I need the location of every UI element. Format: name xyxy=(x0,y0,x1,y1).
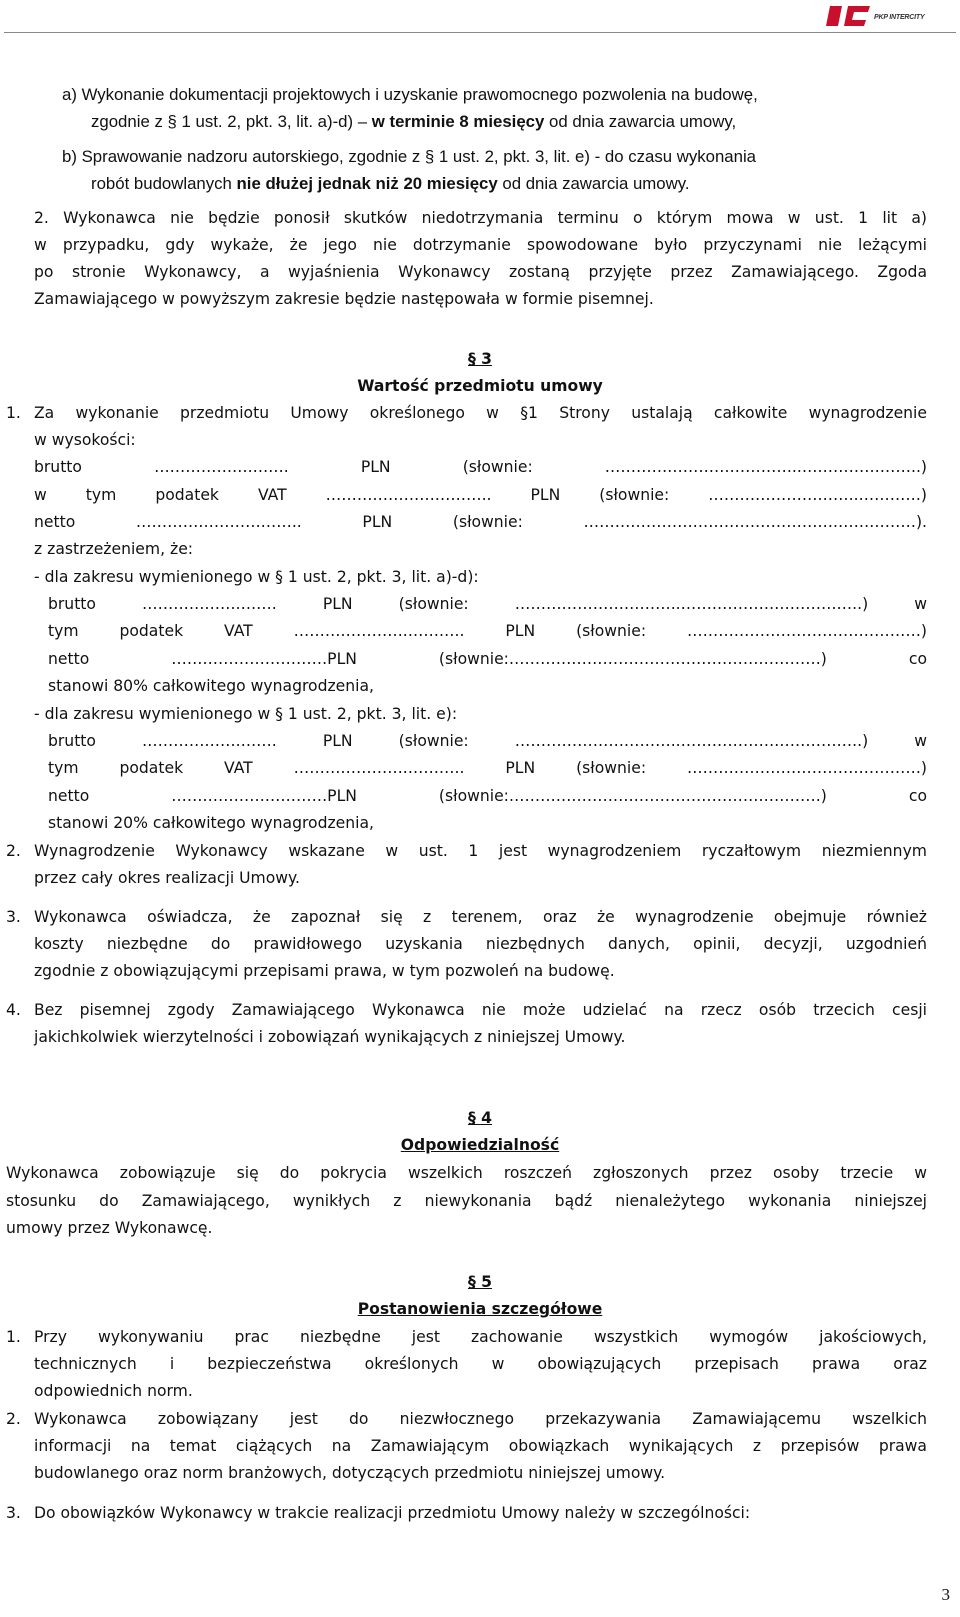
range2-vat-line: tym podatek VAT ………………….……….. PLN (słownie: ………………………………………) xyxy=(48,759,927,777)
page-number: 3 xyxy=(941,1585,950,1604)
header-divider xyxy=(4,32,956,33)
s4-title: Odpowiedzialność xyxy=(400,1136,560,1154)
s3-p1-line2: w wysokości: xyxy=(34,431,136,449)
s3-p3-num: 3. xyxy=(6,908,21,926)
s4-number: § 4 xyxy=(467,1109,493,1127)
reservation-line: z zastrzeżeniem, że: xyxy=(34,540,194,558)
s5-p1-line2: technicznych i bezpieczeństwa określonych w obowiązujących przepisach prawa oraz xyxy=(34,1355,927,1373)
s5-p1-num: 1. xyxy=(6,1328,21,1346)
range1-heading: - dla zakresu wymienionego w § 1 ust. 2, pkt. 3, lit. a)-d): xyxy=(34,568,479,586)
s4-line1: Wykonawca zobowiązuje się do pokrycia wszelkich roszczeń zgłoszonych przez osoby trzecie w xyxy=(6,1164,927,1182)
range2-heading: - dla zakresu wymienionego w § 1 ust. 2, pkt. 3, lit. e): xyxy=(34,705,458,723)
s2-p2-line2: w przypadku, gdy wykaże, że jego nie dotrzymanie spowodowane było przyczynami nie leżącymi xyxy=(34,236,927,254)
s2-p2-line1: 2. Wykonawca nie będzie ponosił skutków niedotrzymania terminu o którym mowa w ust. 1 lit a) xyxy=(34,209,927,227)
s5-title: Postanowienia szczegółowe xyxy=(357,1300,603,1318)
s5-p1-line1: Przy wykonywaniu prac niezbędne jest zachowanie wszystkich wymogów jakościowych, xyxy=(34,1328,927,1346)
s2-b-line2: robót budowlanych nie dłużej jednak niż 20 miesięcy od dnia zawarcia umowy. xyxy=(91,174,690,193)
s3-p4-line2: jakichkolwiek wierzytelności i zobowiązań wynikających z niniejszej Umowy. xyxy=(34,1028,626,1046)
range1-share-line: stanowi 80% całkowitego wynagrodzenia, xyxy=(48,677,374,695)
s5-p2-line2: informacji na temat ciążących na Zamawiającym obowiązkach wynikających z przepisów prawa xyxy=(34,1437,927,1455)
s4-line3: umowy przez Wykonawcę. xyxy=(6,1219,213,1237)
range2-netto-line: netto …………………………PLN (słownie:……………………………………………………) co xyxy=(48,787,927,805)
total-brutto-line: brutto ……………….……. PLN (słownie: ………………………………..…………………..) xyxy=(34,458,927,476)
range1-vat-line: tym podatek VAT ………………….……….. PLN (słownie: ………………………………………) xyxy=(48,622,927,640)
total-netto-line: netto ………………………….. PLN (słownie: ………………………………………….……………). xyxy=(34,513,927,531)
s2-a-line2: zgodnie z § 1 ust. 2, pkt. 3, lit. a)-d) – w terminie 8 miesięcy od dnia zawarcia umowy, xyxy=(91,112,737,131)
logo-caption: PKP INTERCITY xyxy=(874,14,925,21)
s3-p2-line2: przez cały okres realizacji Umowy. xyxy=(34,869,300,887)
s3-p1-line1: Za wykonanie przedmiotu Umowy określonego w §1 Strony ustalają całkowite wynagrodzenie xyxy=(34,404,927,422)
range1-netto-line: netto …………………………PLN (słownie:……………………………………………………) co xyxy=(48,650,927,668)
range2-brutto-line: brutto ……………….……. PLN (słownie: …………………………..……………………………..) w xyxy=(48,732,927,750)
s3-number: § 3 xyxy=(467,350,493,368)
s5-number: § 5 xyxy=(467,1273,493,1291)
s5-p2-line3: budowlanego oraz norm branżowych, dotyczących przedmiotu niniejszej umowy. xyxy=(34,1464,666,1482)
s3-p4-line1: Bez pisemnej zgody Zamawiającego Wykonawca nie może udzielać na rzecz osób trzecich cesji xyxy=(34,1001,927,1019)
s2-a-line1: a) Wykonanie dokumentacji projektowych i uzyskanie prawomocnego pozwolenia na budowę, xyxy=(62,85,758,104)
range1-brutto-line: brutto ……………….……. PLN (słownie: …………………………..……………………………..) w xyxy=(48,595,927,613)
range2-share-line: stanowi 20% całkowitego wynagrodzenia, xyxy=(48,814,374,832)
s3-p4-num: 4. xyxy=(6,1001,21,1019)
s3-p3-line2: koszty niezbędne do prawidłowego uzyskania niezbędnych danych, opinii, decyzji, uzgodnień xyxy=(34,935,927,953)
s5-p2-line1: Wykonawca zobowiązany jest do niezwłocznego przekazywania Zamawiającemu wszelkich xyxy=(34,1410,927,1428)
s5-p2-num: 2. xyxy=(6,1410,21,1428)
s2-p2-line4: Zamawiającego w powyższym zakresie będzie następowała w formie pisemnej. xyxy=(34,290,654,308)
total-vat-line: w tym podatek VAT ………………………….. PLN (słownie: ………………………..…………) xyxy=(34,486,927,504)
s2-b-line1: b) Sprawowanie nadzoru autorskiego, zgodnie z § 1 ust. 2, pkt. 3, lit. e) - do czasu wykonania xyxy=(62,147,757,166)
s2-p2-line3: po stronie Wykonawcy, a wyjaśnienia Wykonawcy zostaną przyjęte przez Zamawiającego. Zgoda xyxy=(34,263,927,281)
s3-p1-num: 1. xyxy=(6,404,21,422)
s5-p3-num: 3. xyxy=(6,1504,21,1522)
s3-title: Wartość przedmiotu umowy xyxy=(357,377,603,395)
s4-line2: stosunku do Zamawiającego, wynikłych z niewykonania bądź nienależytego wykonania niniejszej xyxy=(6,1192,927,1210)
s3-p3-line1: Wykonawca oświadcza, że zapoznał się z terenem, oraz że wynagrodzenie obejmuje również xyxy=(34,908,927,926)
pkp-intercity-logo xyxy=(826,4,934,26)
s3-p2-line1: Wynagrodzenie Wykonawcy wskazane w ust. 1 jest wynagrodzeniem ryczałtowym niezmiennym xyxy=(34,842,927,860)
s5-p3-line1: Do obowiązków Wykonawcy w trakcie realizacji przedmiotu Umowy należy w szczególności: xyxy=(34,1504,751,1522)
s3-p3-line3: zgodnie z obowiązującymi przepisami prawa, w tym pozwoleń na budowę. xyxy=(34,962,615,980)
s5-p1-line3: odpowiednich norm. xyxy=(34,1382,193,1400)
s3-p2-num: 2. xyxy=(6,842,21,860)
